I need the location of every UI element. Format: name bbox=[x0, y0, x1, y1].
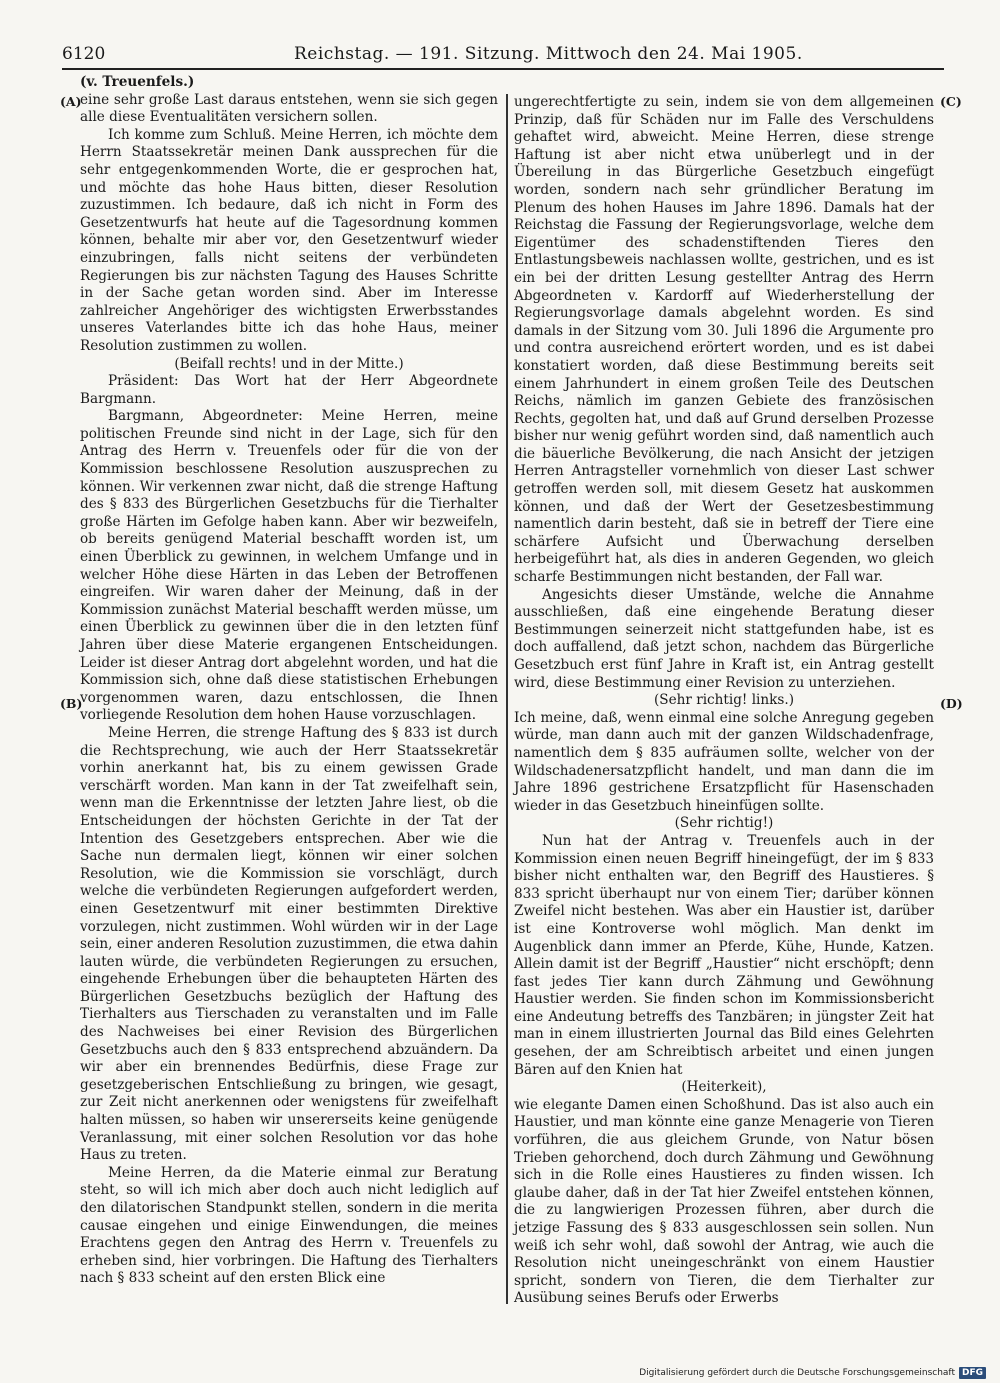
page-header bbox=[62, 40, 944, 70]
header-rule bbox=[62, 68, 944, 70]
speaker-tag: (v. Treuenfels.) bbox=[80, 74, 195, 90]
left-column bbox=[80, 74, 498, 1288]
digitization-credit bbox=[616, 1365, 986, 1381]
right-column bbox=[514, 94, 934, 1308]
left-paragraph-president: Präsident: Das Wort hat der Herr Abgeordnete Bargmann. bbox=[80, 373, 498, 407]
left-paragraph-5: Meine Herren, die strenge Haftung des § 833 ist durch die Rechtsprechung, wie auch der Herr Staatssekretär vorhin anerkannt hat, bis zu einem gewissen Grade verschärft worden. Man kann in der Tat zweifelhaft sein, wenn man die Erkenntnisse der letzten Jahre liest, ob die Entscheidungen der höchsten Gerichte in der Tat der Intention des Gesetzgebers entsprechen. Aber wie die Sache nun dermalen liegt, können wir einer solchen Resolution, wie die Kommission sie vorschlägt, durch welche die verbündeten Regierungen aufgefordert werden, einen Gesetzentwurf mit einer bestimmten Direktive vorzulegen, nicht zustimmen. Wohl würden wir in der Lage sein, einer anderen Resolution zuzustimmen, die etwa dahin lauten würde, die verbündeten Regierungen zu ersuchen, eingehende Erhebungen über die behaupteten Härten des Bürgerlichen Gesetzbuchs bezüglich der Haftung des Tierhalters aus Tierschaden zu veranstalten und im Falle des Nachweises bei einer Revision des Bürgerlichen Gesetzbuchs auch den § 833 entsprechend abzuändern. Da wir aber ein brennendes Bedürfnis, diese Frage zur gesetzgeberischen Entschließung zu bringen, wie gesagt, zur Zeit nicht anerkennen oder wenigstens für zweifelhaft halten müssen, so haben wir unsererseits keine genügende Veranlassung, mit einer solchen Resolution vor das hohe Haus zu treten. bbox=[80, 724, 498, 1164]
left-paragraph-2: Ich komme zum Schluß. Meine Herren, ich möchte dem Herrn Staatssekretär meinen Dank aussprechen für die sehr entgegenkommenden Worte, die er gesprochen hat, und möchte das hohe Haus bitten, dieser Resolution zuzustimmen. Ich bedaure, daß ich nicht in Form des Gesetzentwurfs hat heute auf die Tagesordnung kommen können, behalte mir aber vor, den Gesetzentwurf wieder einzubringen, falls nicht seitens der verbündeten Regierungen bis zur nächsten Tagung des Hauses Schritte in der Sache getan worden sind. Aber im Interesse zahlreicher Angehöriger des wichtigsten Erwerbsstandes unseres Vaterlandes bitte ich das hohe Haus, meiner Resolution zustimmen zu wollen. bbox=[80, 126, 498, 354]
left-paragraph-bargmann: Bargmann, Abgeordneter: Meine Herren, meine politischen Freunde sind nicht in der Lage, sich für den Antrag des Herrn v. Treuenfels oder für die von der Kommission beschlossene Resolution auszusprechen zu können. Wir verkennen zwar nicht, daß die strenge Haftung des § 833 des Bürgerlichen Gesetzbuchs für die Tierhalter große Härten im Gefolge haben kann. Aber wir bezweifeln, ob bereits genügend Material beschafft worden ist, um einen Überblick zu gewinnen, in welchem Umfange und in welcher Höhe diese Härten in das Leben der Betroffenen eingreifen. Wir waren daher der Meinung, daß in der Kommission zunächst Material beschafft werden müsse, um einen Überblick zu gewinnen über die in den letzten fünf Jahren über diese Materie ergangenen Entscheidungen. Leider ist dieser Antrag dort abgelehnt worden, und hat die Kommission sich, ohne daß diese statistischen Erhebungen vorgenommen waren, dazu entschlossen, die Ihnen vorliegende Resolution dem hohen Hause vorzuschlagen. bbox=[80, 408, 498, 724]
right-interjection-2: (Sehr richtig!) bbox=[674, 815, 774, 832]
dfg-logo: DFG bbox=[959, 1367, 986, 1379]
digitization-credit-text: Digitalisierung gefördert durch die Deutsche Forschungsgemeinschaft bbox=[639, 1368, 955, 1378]
left-paragraph-1: eine sehr große Last daraus entstehen, wenn sie sich gegen alle diese Eventualitäten versichern sollen. bbox=[80, 91, 498, 126]
right-paragraph-5: wie elegante Damen einen Schoßhund. Das ist also auch ein Haustier, und man könnte eine ganze Menagerie von Tieren vorführen, die aus gleichem Grunde, von Natur bösen Trieben gehorchend, doch durch Zähmung und Gewöhnung sich in die Rolle eines Haustieres zu finden wissen. Ich glaube daher, daß in der Tat hier Zweifel entstehen können, die zu langwierigen Prozessen führen, aber durch die jetzige Fassung des § 833 ausgeschlossen sein sollen. Nun weiß ich sehr wohl, daß sowohl der Antrag, wie auch die Resolution nicht uneingeschränkt von einem Haustier spricht, sondern von Tieren, die dem Tierhalter zur Ausübung seines Berufs oder Erwerbs bbox=[514, 1096, 934, 1307]
margin-marker-a: (A) bbox=[60, 94, 82, 109]
running-head: Reichstag. — 191. Sitzung. Mittwoch den 24. Mai 1905. bbox=[294, 44, 803, 64]
margin-marker-d: (D) bbox=[940, 696, 963, 711]
right-interjection-1: (Sehr richtig! links.) bbox=[653, 692, 795, 709]
column-divider bbox=[506, 94, 508, 1304]
page-number: 6120 bbox=[62, 44, 106, 64]
margin-marker-c: (C) bbox=[940, 94, 962, 109]
left-interjection-1: (Beifall rechts! und in der Mitte.) bbox=[174, 355, 404, 372]
right-paragraph-3: Ich meine, daß, wenn einmal eine solche Anregung gegeben würde, man dann auch mit der ganzen Wildschadenfrage, namentlich dem § 835 aufräumen sollte, welcher von der Wildschadenersatzpflicht handelt, und man dann die im Jahre 1896 gestrichene Ersatzpflicht für Hasenschaden wieder in das Gesetzbuch hineinfügen sollte. bbox=[514, 709, 934, 814]
right-paragraph-1: ungerechtfertigte zu sein, indem sie von dem allgemeinen Prinzip, daß für Schäden nur im Falle des Verschuldens gehaftet wird, abweicht. Meine Herren, diese strenge Haftung ist aber nicht etwa unüberlegt und in der Übereilung in das Bürgerliche Gesetzbuch eingefügt worden, sondern nach sehr gründlicher Beratung im Plenum des hohen Hauses im Jahre 1896. Damals hat der Reichstag die Fassung der Regierungsvorlage, welche dem Eigentümer des schadenstiftenden Tieres den Entlastungsbeweis nachlassen wollte, gestrichen, und es ist ein bei der dritten Lesung gestellter Antrag des Herrn Abgeordneten v. Kardorff auf Wiederherstellung der Regierungsvorlage damals abgelehnt worden. Es sind damals in der Sitzung vom 30. Juli 1896 die Argumente pro und contra ausreichend erörtert worden, und es ist dabei konstatiert worden, daß diese Bestimmung bereits seit einem Jahrhundert in einem großen Teile des Deutschen Reichs, nämlich im ganzen Gebiete des französischen Rechts, gegolten hat, und daß auf Grund derselben Prozesse bisher nur wenig geführt worden sind, daß namentlich auch die bäuerliche Bevölkerung, die nach Ansicht der jetzigen Herren Antragsteller vornehmlich von dieser Last schwer getroffen werden soll, mit diesem Gesetz hat auskommen können, und daß der Wert der Gesetzesbestimmung namentlich darin besteht, daß sie in betreff der Tiere eine schärfere Aufsicht und Überwachung derselben herbeigeführt hat, als dies in anderen Gegenden, wo gleich scharfe Bestimmungen nicht bestanden, der Fall war. bbox=[514, 94, 934, 586]
right-paragraph-4: Nun hat der Antrag v. Treuenfels auch in der Kommission einen neuen Begriff hineingefügt, der im § 833 bisher nicht enthalten war, den Begriff des Haustieres. § 833 spricht überhaupt nur von einem Tier; darüber können Zweifel nicht bestehen. Was aber ein Haustier ist, darüber ist eine Kontroverse wohl möglich. Man denkt im Augenblick dann immer an Pferde, Kühe, Hunde, Katzen. Allein damit ist der Begriff „Haustier“ nicht erschöpft; denn fast jedes Tier kann durch Zähmung und Gewöhnung Haustier werden. Sie finden schon im Kommissionsbericht eine Andeutung betreffs des Tanzbären; in jüngster Zeit hat man in einem illustrierten Journal das Bild eines Gelehrten gesehen, der am Schreibtisch arbeitet und einen jungen Bären auf den Knien hat bbox=[514, 832, 934, 1078]
margin-marker-b: (B) bbox=[60, 696, 83, 711]
left-paragraph-6: Meine Herren, da die Materie einmal zur Beratung steht, so will ich mich aber doch auch nicht lediglich auf den dilatorischen Standpunkt stellen, sondern in die merita causae eingehen und einige Einwendungen, die meines Erachtens gegen den Antrag des Herrn v. Treuenfels zu erheben sind, hier vorbringen. Die Haftung des Tierhalters nach § 833 scheint auf den ersten Blick eine bbox=[80, 1164, 498, 1287]
right-interjection-3: (Heiterkeit), bbox=[681, 1079, 767, 1096]
right-paragraph-2: Angesichts dieser Umstände, welche die Annahme ausschließen, daß eine eingehende Beratung dieser Bestimmungen seinerzeit nicht stattgefunden habe, ist es doch auffallend, daß jetzt schon, nachdem das Bürgerliche Gesetzbuch erst fünf Jahre in Kraft ist, ein Antrag gestellt wird, diese Bestimmung einer Revision zu unterziehen. bbox=[514, 586, 934, 691]
